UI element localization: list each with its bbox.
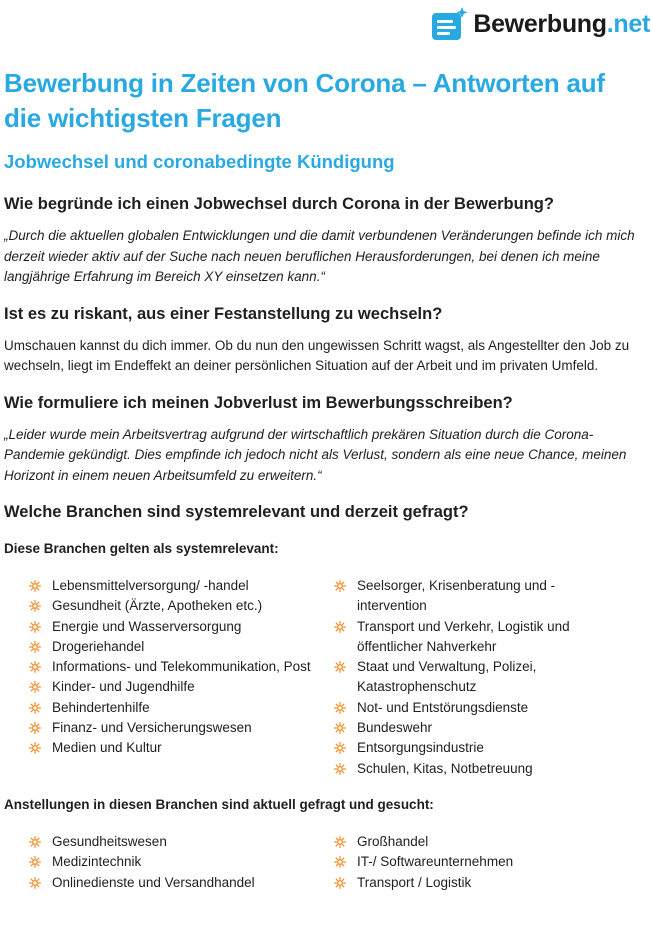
list-item-text: IT-/ Softwareunternehmen (357, 854, 514, 870)
list-item-text: Gesundheit (Ärzte, Apotheken etc.) (52, 598, 263, 614)
sun-bullet-icon (334, 856, 346, 868)
answer-paragraph: Umschauen kannst du dich immer. Ob du nun den ungewissen Schritt wagst, als Angestellter den Job zu wechseln, liegt im Endeffekt an deiner persönlichen Situation auf der Arbeit und im privaten Umfeld. (4, 337, 630, 373)
list-item-text: Medien und Kultur (52, 740, 162, 756)
list-item-text: Gesundheitswesen (52, 833, 167, 849)
section-title: Jobwechsel und coronabedingte Kündigung (4, 151, 395, 172)
systemrelevant-list (4, 576, 648, 779)
list-item-text: Drogeriehandel (52, 638, 145, 654)
list-item (29, 677, 334, 697)
sun-bullet-icon (334, 722, 346, 734)
page-title: Bewerbung in Zeiten von Corona – Antworten auf die wichtigsten Fragen (4, 68, 605, 133)
sun-bullet-icon (29, 621, 41, 633)
list-item-text: Entsorgungsindustrie (357, 740, 484, 756)
list-item-text: Informations- und Telekommunikation, Post (52, 659, 311, 675)
question-heading: Wie formuliere ich meinen Jobverlust im Bewerbungsschreiben? (4, 393, 513, 412)
question-heading: Welche Branchen sind systemrelevant und derzeit gefragt? (4, 503, 469, 521)
sun-bullet-icon (334, 836, 346, 848)
sun-bullet-icon (29, 661, 41, 673)
sun-bullet-icon (334, 763, 346, 775)
quote-paragraph: „Durch die aktuellen globalen Entwicklungen und die damit verbundenen Veränderungen befinde ich mich derzeit wieder aktiv auf der Suche nach neuen beruflichen Herausforderungen, bei denen ich meine langjährige Erfahrung im Bereich XY einsetzen kann.“ (4, 228, 635, 284)
sun-bullet-icon (334, 661, 346, 673)
list-column-left (29, 832, 334, 893)
sun-bullet-icon (29, 836, 41, 848)
sun-bullet-icon (29, 681, 41, 693)
list-item (29, 657, 334, 677)
list-item (334, 852, 594, 872)
sun-bullet-icon (29, 877, 41, 889)
list-column-left (29, 576, 334, 779)
list-item-text: Transport / Logistik (357, 874, 472, 890)
sun-bullet-icon (29, 856, 41, 868)
list-item-text: Kinder- und Jugendhilfe (52, 679, 195, 695)
list-item (29, 718, 334, 738)
list-item (334, 657, 594, 698)
list-item (29, 738, 334, 758)
list-label: Diese Branchen gelten als systemrelevant: (4, 541, 279, 556)
list-item-text: Medizintechnik (52, 854, 142, 870)
sun-bullet-icon (29, 641, 41, 653)
list-item (334, 873, 594, 893)
logo (431, 6, 650, 42)
quote-paragraph: „Leider wurde mein Arbeitsvertrag aufgrund der wirtschaftlich prekären Situation durch die Corona-Pandemie gekündigt. Dies empfinde ich jedoch nicht als Verlust, sondern als eine neue Chance, meinen Horizont in einem neuen Arbeitsumfeld zu erweitern.“ (4, 426, 627, 483)
list-item (334, 759, 594, 779)
sun-bullet-icon (29, 742, 41, 754)
list-item-text: Bundeswehr (357, 720, 433, 736)
list-item (334, 617, 594, 658)
gefragt-list (4, 832, 648, 893)
logo-document-icon (431, 6, 469, 42)
sun-bullet-icon (334, 877, 346, 889)
list-item (29, 596, 334, 616)
list-item-text: Seelsorger, Krisenberatung und -intervention (357, 578, 556, 614)
sun-bullet-icon (29, 580, 41, 592)
sun-bullet-icon (334, 621, 346, 633)
sun-bullet-icon (29, 600, 41, 612)
list-item (29, 698, 334, 718)
list-item (29, 637, 334, 657)
list-item-text: Lebensmittelversorgung/ -handel (52, 578, 249, 593)
list-item-text: Onlinedienste und Versandhandel (52, 874, 255, 890)
list-item-text: Schulen, Kitas, Notbetreuung (357, 760, 533, 776)
list-item (334, 576, 594, 617)
list-item-text: Energie und Wasserversorgung (52, 618, 242, 634)
question-heading: Ist es zu riskant, aus einer Festanstellung zu wechseln? (4, 304, 443, 323)
list-item-text: Finanz- und Versicherungswesen (52, 720, 252, 736)
list-item-text: Not- und Entstörungsdienste (357, 699, 529, 715)
list-item-text: Behindertenhilfe (52, 699, 150, 715)
list-item-text: Transport und Verkehr, Logistik und öffentlicher Nahverkehr (357, 618, 570, 654)
sun-bullet-icon (29, 702, 41, 714)
list-item (29, 852, 334, 872)
list-item-text: Großhandel (357, 833, 429, 849)
list-item (29, 832, 334, 852)
sun-bullet-icon (29, 722, 41, 734)
sun-bullet-icon (334, 742, 346, 754)
list-item (29, 617, 334, 637)
list-column-right (334, 576, 594, 779)
list-item (334, 738, 594, 758)
list-column-right (334, 832, 594, 893)
list-item (29, 873, 334, 893)
list-item (29, 576, 334, 596)
article (4, 66, 648, 893)
list-item (334, 698, 594, 718)
list-item-text: Staat und Verwaltung, Polizei, Katastrophenschutz (357, 659, 537, 695)
list-label: Anstellungen in diesen Branchen sind aktuell gefragt und gesucht: (4, 796, 434, 812)
logo-text: Bewerbung.net (473, 9, 650, 38)
sun-bullet-icon (334, 702, 346, 714)
list-item (334, 832, 594, 852)
sun-bullet-icon (334, 580, 346, 592)
list-item (334, 718, 594, 738)
question-heading: Wie begründe ich einen Jobwechsel durch Corona in der Bewerbung? (4, 195, 554, 213)
